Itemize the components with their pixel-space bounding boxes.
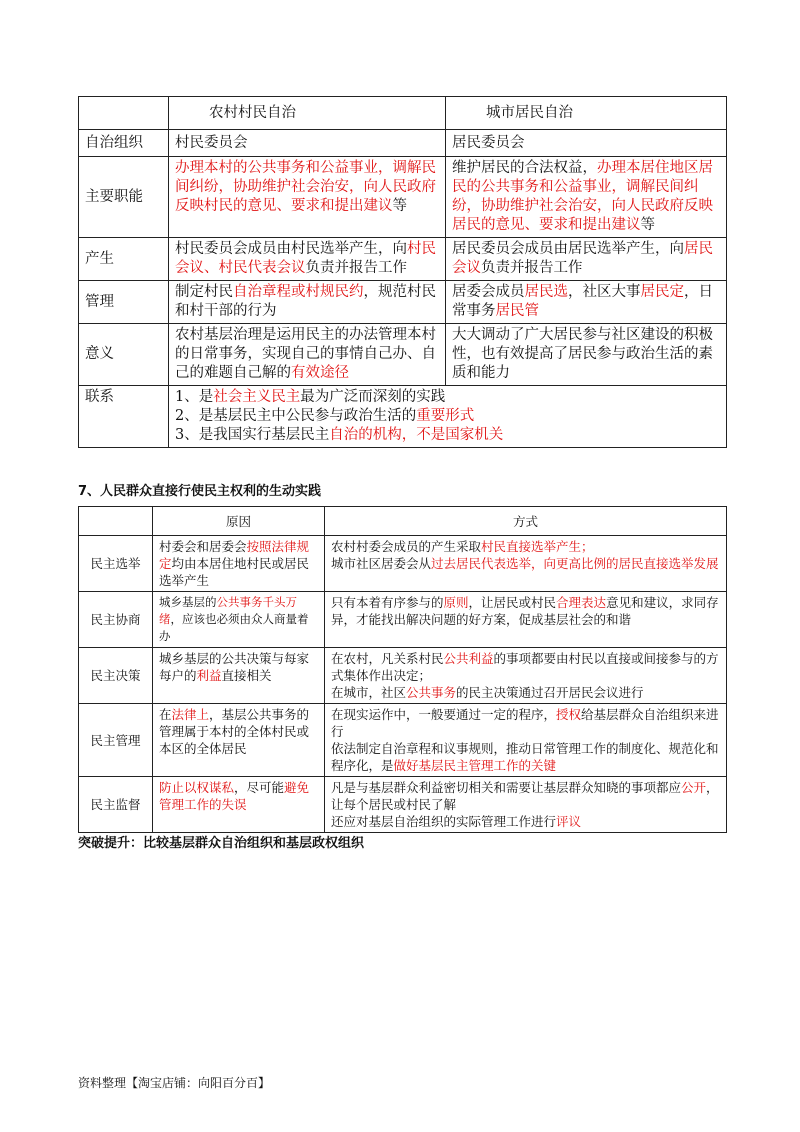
row-label: 民主决策 [79,648,153,704]
red-text: 授权 [556,707,582,722]
city-cell [446,238,727,281]
text: 城乡基层的公共决策与每家每户的 [159,651,310,683]
village-cell: 村民委员会 [169,130,446,157]
text: 直接相关 [221,668,272,683]
table-row [79,777,727,833]
relation-cell [169,386,727,448]
reason-cell [153,536,325,592]
text: 的事项都要由村民以直接或间接参与的方式集体作出决定； [331,651,719,683]
red-text: 避免管理工作的失误 [159,780,310,812]
text: 等 [640,217,655,233]
method-cell [325,777,727,833]
reason-cell [153,704,325,777]
table-row [79,386,727,448]
table-row [79,130,727,157]
reason-cell [153,592,325,648]
header-method: 方式 [325,507,727,536]
text: 村委会和居委会 [159,539,247,554]
method-cell [325,704,727,777]
text: ，规范村民和村干部的行为 [175,284,436,319]
text: 负责并报告工作 [481,260,583,276]
red-text: 公共事务 [406,685,457,700]
text: 只有本着有序参与的 [331,595,444,610]
red-text: 利益 [196,668,222,683]
row-label: 民主协商 [79,592,153,648]
red-text: 按照法律规定 [159,539,310,571]
text: 依法制定自治章程和议事规则，推动日常管理工作的制度化、规范化和程序化，是 [331,741,719,773]
red-text: 法律上 [171,707,210,722]
row-label: 民主监督 [79,777,153,833]
text: 均由本居住地村民或居民选举产生 [159,556,310,588]
text: 在城市，社区 [331,685,407,700]
method-cell [325,648,727,704]
relation-line [175,426,720,445]
footer-credit: 资料整理【淘宝店铺：向阳百分百】 [78,1076,271,1090]
city-cell [446,157,727,238]
red-text: 办理本村的公共事务和公益事业，调解民间纠纷，协助维护社会治安，向人民政府反映村民的意见、要求和提出建议 [175,160,436,214]
red-text: 自治的机构，不是国家机关 [329,427,504,443]
red-text: 过去居民代表选举，向更高比例的居民直接选举发展 [431,556,719,571]
red-text: 村民会议、村民代表会议 [175,241,436,276]
red-text: 原则 [443,595,469,610]
red-text: 公共事务千头万绪 [159,595,297,626]
section-heading-breakthrough: 突破提升：比较基层群众自治组织和基层政权组织 [78,836,365,851]
row-label: 民主管理 [79,704,153,777]
red-text: 评议 [556,814,582,829]
red-text: 居民管 [495,303,539,319]
relation-line [175,388,720,407]
red-text: 重要形式 [416,408,475,424]
village-cell [169,157,446,238]
text: 意见和建议，求同存异，才能找出解决问题的好方案，促成基层社会的和谐 [331,595,719,627]
table-header-row [79,507,727,536]
row-label: 联系 [79,386,169,448]
text: 还应对基层自治组织的实际管理工作进行 [331,814,557,829]
red-text: 办理本居住地区居民的公共事务和公益事业，调解民间纠纷，协助维护社会治安，向人民政府反映居民的意见、要求和提出建议 [452,160,713,233]
table-header-row [79,97,727,130]
table-row [79,324,727,386]
row-label: 自治组织 [79,130,169,157]
text: ，尽可能 [234,780,285,795]
text: ，基层公共事务的管理属于本村的全体村民或本区的全体居民 [159,707,310,756]
village-cell [169,238,446,281]
red-text: 村民直接选举产生； [481,539,594,554]
city-cell: 居民委员会 [446,130,727,157]
text: 2、是基层民主中公民参与政治生活的 [175,408,417,424]
text: 负责并报告工作 [305,260,407,276]
red-text: 合理表达 [556,595,607,610]
text: 在现实运作中，一般要通过一定的程序， [331,707,557,722]
row-label: 产生 [79,238,169,281]
table-row [79,592,727,648]
text: 城市社区居委会从 [331,556,432,571]
method-cell [325,592,727,648]
text: 1、是 [175,389,214,405]
red-text: 公开 [681,780,707,795]
red-text: 居民定 [640,284,684,300]
corner-cell [79,507,153,536]
text: 村民委员会成员由村民选举产生，向 [175,241,407,257]
text: 的民主决策通过召开居民会议进行 [456,685,644,700]
table-row [79,648,727,704]
header-city: 城市居民自治 [446,97,727,130]
text: ，应该也必须由众人商量着办 [159,612,309,643]
text: 在农村，凡关系村民 [331,651,444,666]
text: 制定村民 [175,284,233,300]
row-label: 意义 [79,324,169,386]
text: 居委会成员 [452,284,525,300]
text: ，让居民或村民 [468,595,557,610]
header-village: 农村村民自治 [169,97,446,130]
section-heading-7: 7、人民群众直接行使民主权利的生动实践 [78,484,322,499]
reason-cell [153,777,325,833]
text: 维护居民的合法权益， [452,160,597,176]
autonomy-comparison-table [78,96,727,448]
text: ，让每个居民或村民了解 [331,780,719,812]
row-label: 民主选举 [79,536,153,592]
text: 农村基层治理是运用民主的办法管理本村的日常事务，实现自己的事情自己办、自己的难题自己解的 [175,327,436,381]
text: 等 [392,198,407,214]
table-row [79,238,727,281]
header-reason: 原因 [153,507,325,536]
text: 农村村委会成员的产生采取 [331,539,482,554]
democracy-practice-table [78,506,727,833]
text: ，日常事务 [452,284,713,319]
red-text: 公共利益 [443,651,494,666]
text: 居民委员会成员由居民选举产生，向 [452,241,684,257]
row-label: 管理 [79,281,169,324]
table-row [79,536,727,592]
red-text: 居民会议 [452,241,713,276]
table-row [79,281,727,324]
corner-cell [79,97,169,130]
red-text: 做好基层民主管理工作的关键 [393,758,557,773]
text: 给基层群众自治组织来进行 [331,707,719,739]
red-text: 有效途径 [291,365,349,381]
village-cell [169,324,446,386]
method-cell [325,536,727,592]
text: 在 [159,707,172,722]
text: 3、是我国实行基层民主 [175,427,330,443]
city-cell: 大大调动了广大居民参与社区建设的积极性，也有效提高了居民参与政治生活的素质和能力 [446,324,727,386]
text: 城乡基层的 [159,595,217,609]
table-row [79,157,727,238]
red-text: 社会主义民主 [213,389,301,405]
city-cell [446,281,727,324]
reason-cell [153,648,325,704]
village-cell [169,281,446,324]
text: 最为广泛而深刻的实践 [300,389,446,405]
relation-line [175,407,720,426]
red-text: 居民选 [524,284,568,300]
text: ，社区大事 [568,284,641,300]
red-text: 自治章程或村规民约 [233,284,364,300]
table-row [79,704,727,777]
red-text: 防止以权谋私 [159,780,235,795]
text: 凡是与基层群众利益密切相关和需要让基层群众知晓的事项都应 [331,780,682,795]
row-label: 主要职能 [79,157,169,238]
